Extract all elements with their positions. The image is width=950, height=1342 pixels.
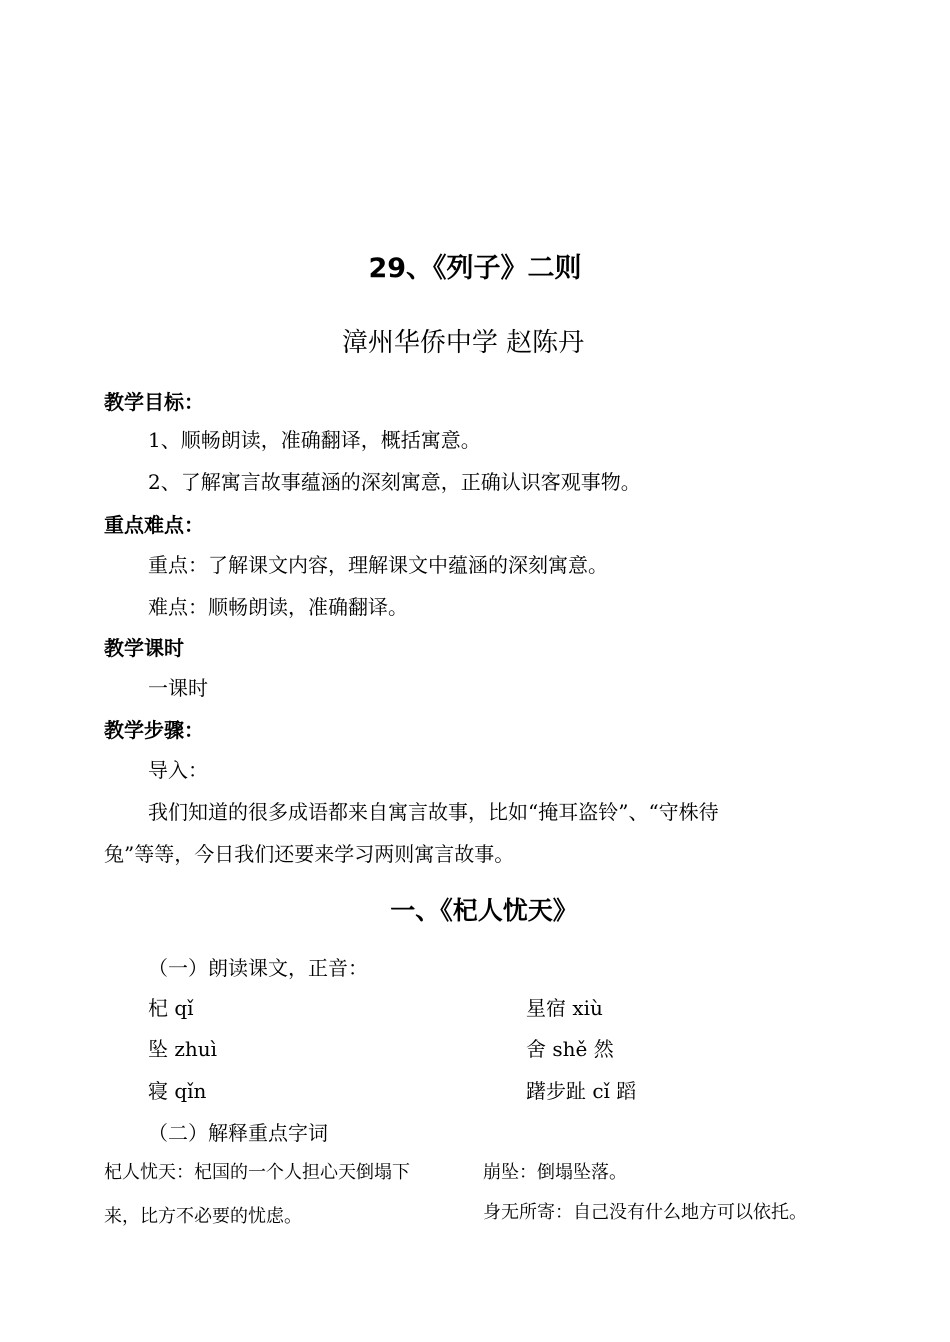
pronunciation-item: 星宿 xiù	[526, 996, 603, 1020]
hours-heading: 教学课时	[104, 636, 184, 660]
document-title: 29、《列子》二则	[368, 253, 582, 284]
intro-paragraph-line: 我们知道的很多成语都来自寓言故事，比如“掩耳盗铃”、“守株待	[148, 800, 719, 824]
intro-paragraph-line: 兔”等等，今日我们还要来学习两则寓言故事。	[104, 842, 515, 866]
difficulty-text: 难点：顺畅朗读，准确翻译。	[148, 595, 408, 619]
part1-label: （一）朗读课文，正音：	[148, 956, 368, 980]
gloss-text: 来，比方不必要的忧虑。	[104, 1206, 302, 1227]
goal-item: 2、了解寓言故事蕴涵的深刻寓意，正确认识客观事物。	[148, 470, 641, 494]
section-title: 一、《杞人忧天》	[390, 896, 578, 925]
key-points-heading: 重点难点：	[104, 513, 204, 537]
part2-label: （二）解释重点字词	[148, 1121, 328, 1145]
goals-heading: 教学目标：	[104, 390, 204, 414]
pronunciation-item: 杞 qǐ	[148, 996, 194, 1020]
intro-label: 导入：	[148, 758, 208, 782]
goal-item: 1、顺畅朗读，准确翻译，概括寓意。	[148, 428, 481, 452]
pronunciation-item: 坠 zhuì	[148, 1037, 218, 1061]
gloss-text: 杞人忧天：杞国的一个人担心天倒塌下	[104, 1162, 410, 1183]
hours-value: 一课时	[148, 676, 208, 700]
gloss-text: 崩坠：倒塌坠落。	[483, 1162, 627, 1183]
pronunciation-item: 躇步趾 cǐ 蹈	[526, 1079, 637, 1103]
focus-text: 重点：了解课文内容，理解课文中蕴涵的深刻寓意。	[148, 553, 608, 577]
pronunciation-item: 舍 shě 然	[526, 1037, 614, 1061]
pronunciation-item: 寝 qǐn	[148, 1079, 207, 1103]
author-line: 漳州华侨中学 赵陈丹	[341, 328, 585, 358]
steps-heading: 教学步骤：	[104, 718, 204, 742]
gloss-text: 身无所寄：自己没有什么地方可以依托。	[483, 1202, 807, 1223]
